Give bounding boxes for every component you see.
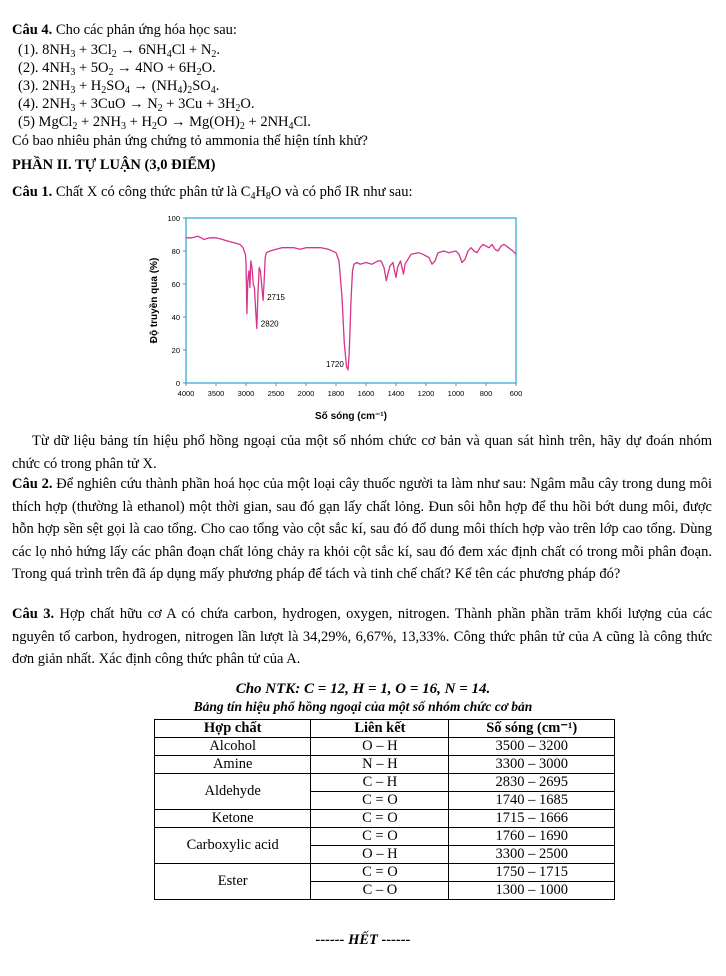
y-axis-label: Độ truyền qua (%) (149, 257, 160, 344)
y-tick-label: 80 (171, 247, 180, 256)
cell-bond: N – H (311, 756, 449, 774)
x-tick-label: 1600 (357, 389, 375, 398)
cell-compound: Ketone (155, 810, 311, 828)
cell-bond: O – H (311, 846, 449, 864)
cell-wavenumber: 3300 – 2500 (449, 846, 615, 864)
cell-compound: Alcohol (155, 738, 311, 756)
cell-bond: O – H (311, 738, 449, 756)
cell-wavenumber: 1760 – 1690 (449, 828, 615, 846)
y-tick-label: 100 (167, 214, 180, 223)
y-tick-label: 60 (171, 280, 180, 289)
header-wavenumber-label: Số sóng (cm⁻¹) (486, 720, 578, 736)
reaction-equation: MgCl$_2$ + $2NH_3 + H_2O \to Mg(OH)_2 + 2NH_4Cl$. (38, 114, 311, 132)
cell-wavenumber: 1750 – 1715 (449, 864, 615, 882)
x-tick-label: 1200 (417, 389, 435, 398)
q1-intro: Chất X có công thức phân tử là $C_4H_8O$ và có phổ IR như sau: (52, 184, 413, 202)
cell-wavenumber: 1715 – 1666 (449, 810, 615, 828)
x-tick-label: 4000 (177, 389, 195, 398)
q3-title: Câu 3. (12, 606, 55, 622)
x-tick-label: 1400 (387, 389, 405, 398)
x-tick-label: 3000 (237, 389, 255, 398)
cell-bond: C – H (311, 774, 449, 792)
x-tick-label: 3500 (207, 389, 225, 398)
end-marker: ------ HẾT ------ (315, 932, 411, 948)
cell-wavenumber: 3300 – 3000 (449, 756, 615, 774)
table-row (155, 810, 615, 828)
cell-bond: C = O (311, 792, 449, 810)
cell-wavenumber: 2830 – 2695 (449, 774, 615, 792)
x-axis-label: Số sóng (cm⁻¹) (315, 411, 387, 422)
q1-title: Câu 1. (12, 184, 53, 200)
peak-label-2715: 2715 (267, 293, 285, 303)
q4-title: Câu 4. (12, 22, 53, 38)
header-compound: Hợp chất (155, 720, 311, 738)
table-header-row (155, 720, 615, 738)
part2-heading: PHẦN II. TỰ LUẬN (3,0 ĐIỂM) (12, 157, 216, 173)
cell-compound: Ester (155, 864, 311, 900)
cell-wavenumber: 1740 – 1685 (449, 792, 615, 810)
q2-paragraph (12, 473, 712, 586)
q2-body: Để nghiên cứu thành phần hoá học của một loại cây thuốc người ta làm như sau: Ngâm mẫu cây trong dung môi thích hợp (thường là ethanol) một thời gian, sau đó gạn lấy chất lỏng. Đun sôi hỗn hợp để thu hồi bớt dung môi, được hỗn hợp sền sệt gọi là cao tổng. Cho cao tổng vào cột sắc kí, sau đó đổ dung môi thích hợp vào trên lớp cao tổng. Dùng các lọ nhỏ hứng lấy các phân đoạn chất lỏng chảy ra khỏi cột sắc kí, sau đó đem xác định chất có trong mỗi phân đoạn. Trong quá trình trên đã áp dụng mấy phương pháp để tách và tinh chế chất? Kể tên các phương pháp đó? (12, 476, 712, 582)
q1-body: Từ dữ liệu bảng tín hiệu phổ hồng ngoại của một số nhóm chức cơ bản và quan sát hình trên, hãy dự đoán nhóm chức có trong phân tử X. (12, 433, 712, 472)
ir-signal-table (154, 719, 615, 900)
table-row (155, 738, 615, 756)
q2-title: Câu 2. (12, 476, 53, 492)
cell-bond: C = O (311, 810, 449, 828)
cell-wavenumber: 3500 – 3200 (449, 738, 615, 756)
y-tick-label: 0 (175, 379, 180, 388)
table-row (155, 756, 615, 774)
reaction-equation: $2NH_3 + 3CuO \to N_2 + 3Cu + 3H_2O$. (42, 96, 255, 114)
table-caption: Bảng tín hiệu phổ hồng ngoại của một số nhóm chức cơ bản (193, 699, 533, 714)
table-body (155, 738, 615, 900)
q3-paragraph (12, 603, 712, 671)
transmittance-line (186, 236, 516, 370)
x-tick-label: 1800 (327, 389, 345, 398)
q1-intro-line (12, 184, 412, 201)
table-row (155, 864, 615, 882)
x-tick-label: 800 (479, 389, 493, 398)
cell-compound: Amine (155, 756, 311, 774)
reaction-label: (4). (18, 96, 43, 112)
x-tick-label: 2500 (267, 389, 285, 398)
reaction-equation: $8NH_3 + 3Cl_2 \to 6NH_4Cl + N_2$. (42, 42, 220, 60)
y-tick-label: 20 (171, 346, 180, 355)
x-tick-label: 1000 (447, 389, 465, 398)
reaction-label: (2). (18, 60, 43, 76)
cell-bond: C – O (311, 882, 449, 900)
cell-bond: C = O (311, 864, 449, 882)
reaction-equation: $4NH_3 + 5O_2 \to 4NO + 6H_2O$. (42, 60, 216, 78)
peak-label-2820: 2820 (260, 319, 279, 329)
reaction-2 (18, 60, 216, 77)
table-row (155, 828, 615, 846)
cell-compound: Carboxylic acid (155, 828, 311, 864)
reaction-label: (5) (18, 114, 39, 130)
q3-body: Hợp chất hữu cơ A có chứa carbon, hydrogen, oxygen, nitrogen. Thành phần phần trăm khối lượng của các nguyên tố carbon, hydrogen, nitrogen lần lượt là 34,29%, 6,67%, 13,33%. Công thức phân tử của A cũng là công thức đơn giản nhất. Xác định công thức phân tử của A. (12, 606, 713, 667)
q4-line (12, 22, 237, 39)
reaction-1 (18, 42, 220, 59)
cell-wavenumber: 1300 – 1000 (449, 882, 615, 900)
ir-spectrum-chart (145, 210, 535, 430)
reaction-4 (18, 96, 255, 113)
reaction-3 (18, 78, 219, 95)
reaction-label: (3). (18, 78, 43, 94)
header-wavenumber (449, 720, 615, 738)
cell-compound: Aldehyde (155, 774, 311, 810)
x-tick-label: 2000 (297, 389, 315, 398)
header-bond: Liên kết (311, 720, 449, 738)
reaction-5 (18, 114, 311, 131)
reaction-label: (1). (18, 42, 43, 58)
q4-prompt: Cho các phản ứng hóa học sau: (52, 22, 237, 38)
x-tick-label: 600 (509, 389, 523, 398)
cell-bond: C = O (311, 828, 449, 846)
atomic-masses: Cho NTK: C = 12, H = 1, O = 16, N = 14. (235, 681, 491, 697)
peak-label-1720: 1720 (326, 359, 344, 369)
q4-question: Có bao nhiêu phản ứng chứng tỏ ammonia thể hiện tính khử? (12, 133, 368, 149)
y-tick-label: 40 (171, 313, 180, 322)
reaction-equation: $2NH_3 + H_2SO_4 \to (NH_4)_2SO_4$. (42, 78, 220, 96)
table-row (155, 774, 615, 792)
